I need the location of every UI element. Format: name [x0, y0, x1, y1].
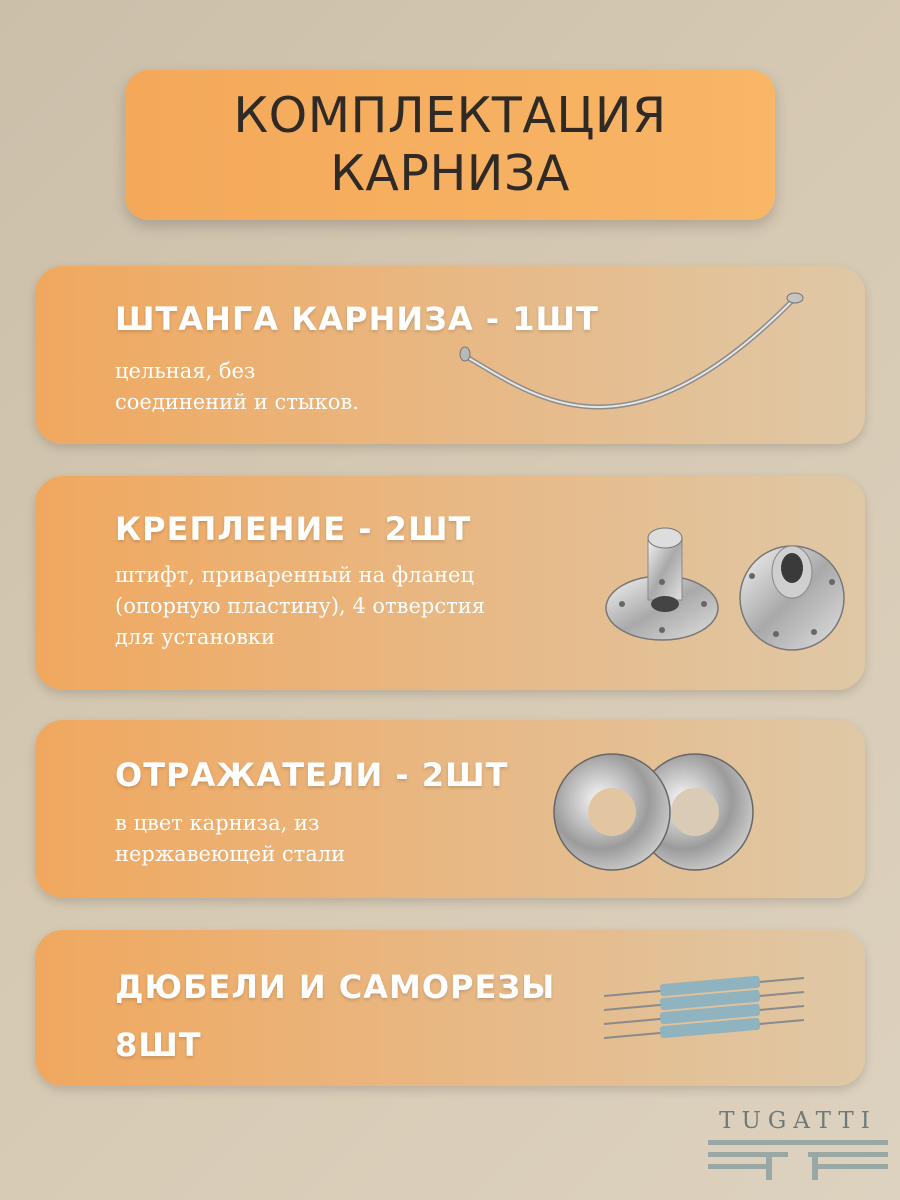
card-rod-desc: [115, 356, 359, 418]
card-rod-desc-line1: цельная, без: [115, 359, 256, 383]
page-title-line1: КОМПЛЕКТАЦИЯ: [233, 87, 667, 144]
curved-rod-icon: [455, 286, 815, 436]
card-reflectors-desc-line1: в цвет карниза, из: [115, 811, 320, 835]
card-mount-desc-line3: для установки: [115, 625, 276, 649]
card-rod-title: ШТАНГА КАРНИЗА - 1ШТ: [115, 300, 599, 338]
card-rod-desc-line2: соединений и стыков.: [115, 390, 359, 414]
card-reflectors-desc: [115, 808, 345, 870]
header-banner: [125, 70, 775, 220]
card-rod: [35, 266, 865, 444]
card-mount-desc-line2: (опорную пластину), 4 отверстия: [115, 594, 485, 618]
dowel-screw-icon: [600, 970, 810, 1050]
card-reflectors: [35, 720, 865, 898]
card-dowels-title-line2: 8ШТ: [115, 1026, 202, 1064]
flange-mount-icon: [600, 516, 850, 656]
card-mount-title: КРЕПЛЕНИЕ - 2ШТ: [115, 510, 472, 548]
page-title-line2: КАРНИЗА: [330, 145, 570, 202]
card-dowels: [35, 930, 865, 1086]
card-mount-desc: [115, 560, 485, 653]
card-reflectors-desc-line2: нержавеющей стали: [115, 842, 346, 866]
card-mount-desc-line1: штифт, приваренный на фланец: [115, 563, 474, 587]
card-dowels-title-line1: ДЮБЕЛИ И САМОРЕЗЫ: [115, 968, 556, 1006]
card-reflectors-title: ОТРАЖАТЕЛИ - 2ШТ: [115, 756, 509, 794]
tugatti-logo-icon: [708, 1140, 888, 1180]
reflector-ring-icon: [550, 750, 760, 880]
brand-name: TUGATTI: [719, 1108, 877, 1134]
card-mount: [35, 476, 865, 690]
